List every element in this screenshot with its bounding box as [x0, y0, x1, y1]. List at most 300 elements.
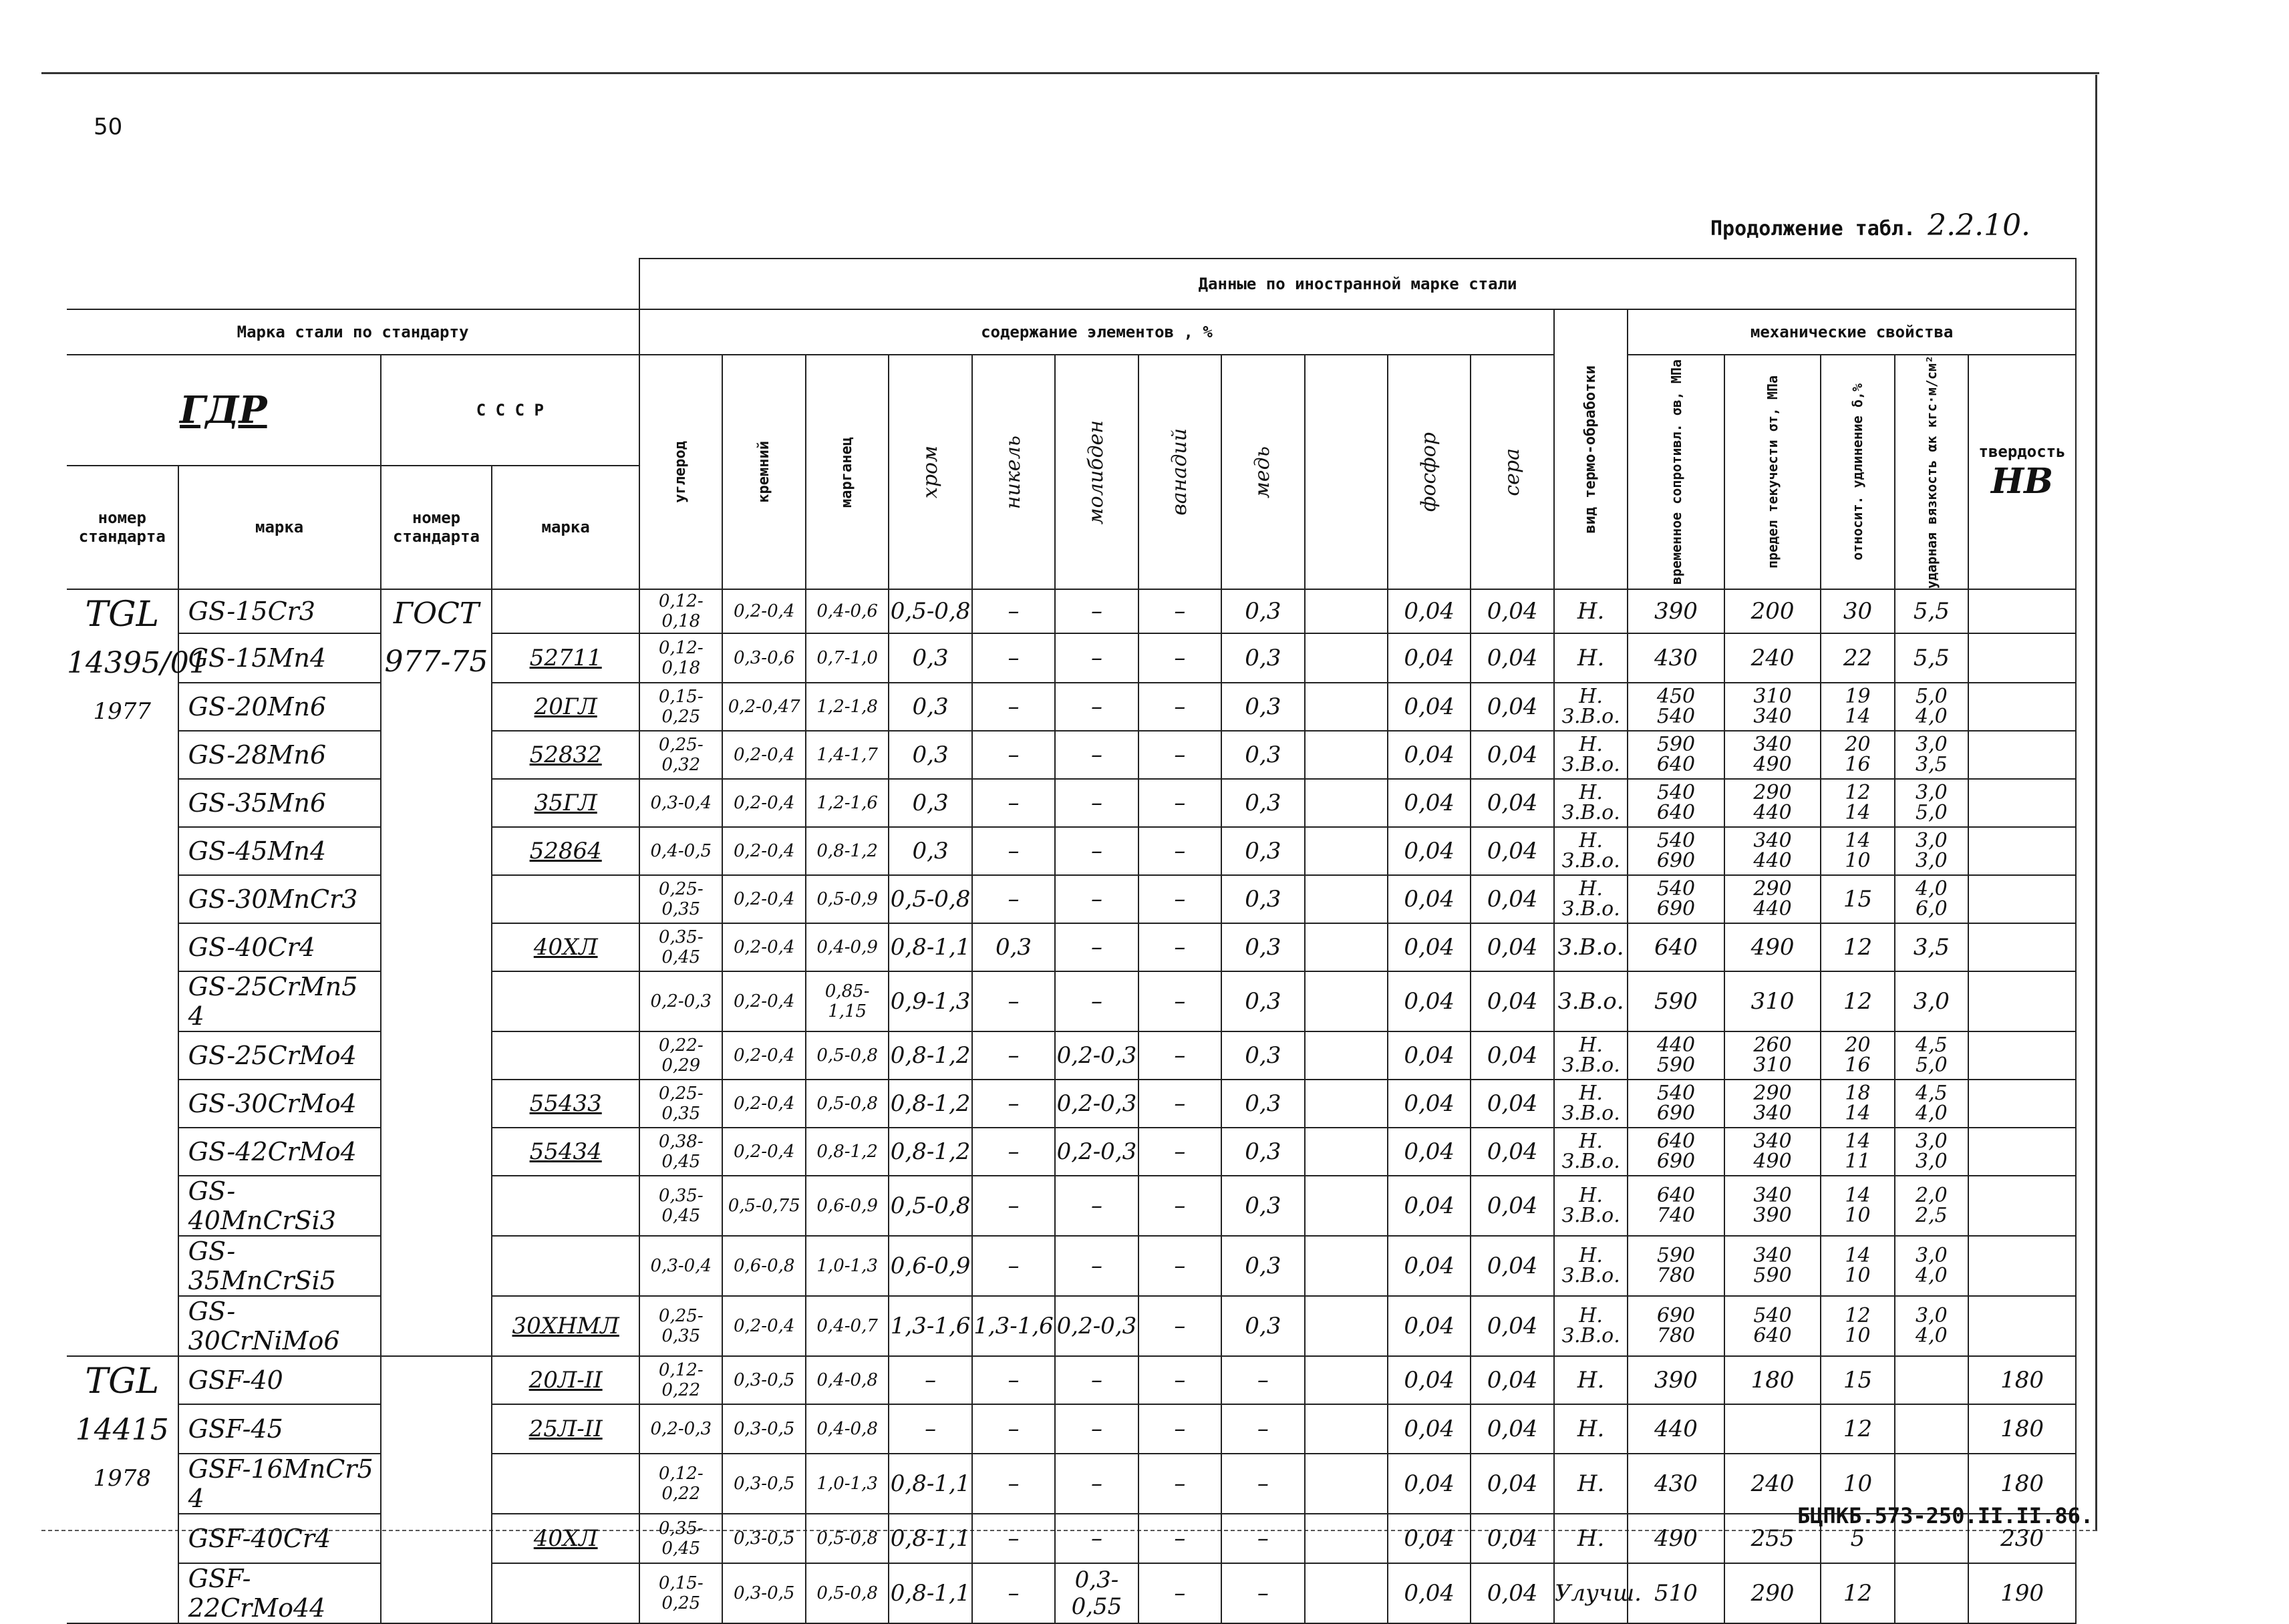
- col-molybdenum: молибден: [1055, 355, 1138, 589]
- blank-element: 0,04: [1388, 827, 1471, 875]
- carbon: 0,2-0,4: [722, 779, 805, 827]
- vanadium: 0,3: [1221, 1128, 1304, 1176]
- heat-treatment-line: 540: [1656, 1082, 1696, 1106]
- footer-document-code: БЦПКБ.573-250.II.II.86.: [1797, 1503, 2094, 1528]
- ussr-grade: 0,38-0,45: [639, 1128, 722, 1176]
- molybdenum: –: [1138, 683, 1221, 731]
- impact-toughness: 230: [1968, 1514, 2076, 1563]
- col-impact-toughness: ударная вязкость αк кгс·м/см²: [1895, 355, 1968, 589]
- elongation-line: 4,0: [1916, 705, 1948, 729]
- elongation: 5,5: [1895, 589, 1968, 633]
- yield-strength-line: 18: [1845, 1082, 1871, 1106]
- gdr-grade: GS-15Cr3: [178, 589, 381, 633]
- vanadium: 0,3: [1221, 827, 1304, 875]
- sulfur-line: Н.: [1579, 877, 1603, 901]
- heat-treatment: 430: [1628, 633, 1724, 683]
- molybdenum: –: [1138, 633, 1221, 683]
- gdr-grade: GS-35MnCrSi5: [178, 1236, 381, 1296]
- tensile-strength: [1724, 827, 1821, 875]
- blank-element: 0,04: [1388, 1236, 1471, 1296]
- elongation: 5,5: [1895, 633, 1968, 683]
- manganese: 0,8-1,2: [889, 1031, 971, 1080]
- molybdenum: –: [1138, 1514, 1221, 1563]
- yield-strength: [1821, 1080, 1894, 1128]
- col-copper: медь: [1221, 355, 1304, 589]
- vanadium: –: [1221, 1356, 1304, 1404]
- table-row: [67, 1176, 2076, 1236]
- nickel: –: [1055, 779, 1138, 827]
- gdr-grade: GS-30CrNiMo6: [178, 1296, 381, 1356]
- elongation: [1895, 1356, 1968, 1404]
- nickel: 0,2-0,3: [1055, 1296, 1138, 1356]
- elongation-line: 5,0: [1916, 1053, 1948, 1078]
- elongation-line: 3,0: [1916, 1150, 1948, 1174]
- manganese: –: [889, 1356, 971, 1404]
- phosphorus: 0,04: [1471, 779, 1553, 827]
- ussr-grade: 0,3-0,4: [639, 779, 722, 827]
- sulfur-line: З.В.о.: [1561, 1324, 1620, 1348]
- molybdenum: –: [1138, 1128, 1221, 1176]
- tensile-strength-line: 390: [1753, 1204, 1792, 1228]
- yield-strength: [1821, 1236, 1894, 1296]
- impact-toughness: [1968, 971, 2076, 1031]
- frame-right-border: [2095, 75, 2097, 1531]
- elongation: [1895, 875, 1968, 923]
- gdr-standard-line: TGL: [85, 595, 160, 635]
- table-row: [67, 589, 2076, 633]
- manganese: 0,3: [889, 731, 971, 779]
- yield-strength: [1821, 779, 1894, 827]
- silicon: 1,0-1,3: [806, 1454, 889, 1514]
- elongation-line: 5,0: [1916, 801, 1948, 825]
- molybdenum: –: [1138, 589, 1221, 633]
- yield-strength: 12: [1821, 923, 1894, 971]
- elongation-line: 6,0: [1916, 897, 1948, 921]
- copper: [1305, 1404, 1388, 1454]
- gdr-grade: GS-35Mn6: [178, 779, 381, 827]
- sulfur: [1554, 731, 1628, 779]
- manganese: 0,5-0,8: [889, 1176, 971, 1236]
- nickel: –: [1055, 875, 1138, 923]
- table-row: [67, 1080, 2076, 1128]
- blank-element: 0,04: [1388, 1080, 1471, 1128]
- heat-treatment: 440: [1628, 1404, 1724, 1454]
- gdr-standard-line: TGL: [85, 1361, 160, 1402]
- silicon: 0,6-0,9: [806, 1176, 889, 1236]
- yield-strength-line: 14: [1845, 1130, 1871, 1154]
- blank-element: 0,04: [1388, 633, 1471, 683]
- impact-toughness: [1968, 731, 2076, 779]
- foreign-grade: 25Л-II: [492, 1404, 639, 1454]
- tensile-strength-line: 440: [1753, 897, 1792, 921]
- blank-element: 0,04: [1388, 971, 1471, 1031]
- sulfur: [1554, 1296, 1628, 1356]
- heat-treatment: 490: [1628, 1514, 1724, 1563]
- table-row: [67, 923, 2076, 971]
- yield-strength: 12: [1821, 1404, 1894, 1454]
- tensile-strength-line: 340: [1753, 1130, 1792, 1154]
- copper: [1305, 971, 1388, 1031]
- copper: [1305, 1514, 1388, 1563]
- gdr-grade: GS-28Mn6: [178, 731, 381, 779]
- vanadium: 0,3: [1221, 971, 1304, 1031]
- heat-treatment-line: 540: [1656, 781, 1696, 805]
- heat-treatment: [1628, 1080, 1724, 1128]
- ussr-grade: 0,25-0,32: [639, 731, 722, 779]
- heat-treatment-line: 640: [1656, 801, 1696, 825]
- tensile-strength-line: 490: [1753, 1150, 1792, 1174]
- chromium: –: [972, 1031, 1055, 1080]
- phosphorus: 0,04: [1471, 1454, 1553, 1514]
- elongation: [1895, 1128, 1968, 1176]
- tensile-strength-line: 440: [1753, 801, 1792, 825]
- yield-strength-line: 10: [1845, 1264, 1871, 1288]
- carbon: 0,3-0,5: [722, 1563, 805, 1623]
- heat-treatment: [1628, 779, 1724, 827]
- foreign-grade: 30ХНМЛ: [492, 1296, 639, 1356]
- sulfur-line: Н.: [1579, 829, 1603, 853]
- elongation: [1895, 1031, 1968, 1080]
- header-mechanical-properties: механические свойства: [1628, 309, 2076, 355]
- phosphorus: 0,04: [1471, 589, 1553, 633]
- silicon: 0,4-0,8: [806, 1356, 889, 1404]
- ussr-standard-number: [381, 589, 492, 1356]
- frame-top-border: [41, 72, 2099, 74]
- foreign-grade: [492, 875, 639, 923]
- blank-element: 0,04: [1388, 1514, 1471, 1563]
- elongation-line: 4,0: [1916, 1324, 1948, 1348]
- tensile-strength-line: 310: [1753, 685, 1792, 709]
- sulfur-line: З.В.о.: [1561, 801, 1620, 825]
- elongation: 3,5: [1895, 923, 1968, 971]
- tensile-strength-line: 260: [1753, 1033, 1792, 1058]
- ussr-grade: 0,12-0,18: [639, 633, 722, 683]
- nickel: –: [1055, 971, 1138, 1031]
- gdr-standard-line: 1977: [93, 698, 152, 725]
- phosphorus: 0,04: [1471, 633, 1553, 683]
- phosphorus: 0,04: [1471, 1514, 1553, 1563]
- tensile-strength-line: 640: [1753, 1324, 1792, 1348]
- table-row: [67, 1563, 2076, 1623]
- header-blank: [67, 259, 639, 309]
- sulfur: Н.: [1554, 633, 1628, 683]
- chromium: –: [972, 875, 1055, 923]
- heat-treatment-line: 640: [1656, 753, 1696, 777]
- copper: [1305, 633, 1388, 683]
- nickel: 0,2-0,3: [1055, 1080, 1138, 1128]
- ussr-grade: 0,25-0,35: [639, 875, 722, 923]
- elongation: 3,0: [1895, 971, 1968, 1031]
- carbon: 0,2-0,4: [722, 1031, 805, 1080]
- tensile-strength: [1724, 1236, 1821, 1296]
- sulfur-line: З.В.о.: [1561, 849, 1620, 873]
- heat-treatment-line: 690: [1656, 897, 1696, 921]
- elongation: [1895, 779, 1968, 827]
- tensile-strength: [1724, 731, 1821, 779]
- elongation: [1895, 683, 1968, 731]
- vanadium: 0,3: [1221, 1296, 1304, 1356]
- yield-strength-line: 19: [1845, 685, 1871, 709]
- chromium: –: [972, 1080, 1055, 1128]
- impact-toughness: [1968, 589, 2076, 633]
- carbon: 0,2-0,4: [722, 827, 805, 875]
- gdr-standard-number: [67, 1356, 178, 1623]
- heat-treatment-line: 780: [1656, 1264, 1696, 1288]
- yield-strength: 12: [1821, 971, 1894, 1031]
- silicon: 0,5-0,9: [806, 875, 889, 923]
- vanadium: –: [1221, 1404, 1304, 1454]
- heat-treatment-line: 690: [1656, 1304, 1696, 1328]
- table-row: [67, 827, 2076, 875]
- vanadium: –: [1221, 1514, 1304, 1563]
- foreign-grade: [492, 1176, 639, 1236]
- heat-treatment: [1628, 827, 1724, 875]
- nickel: 0,2-0,3: [1055, 1031, 1138, 1080]
- yield-strength-line: 14: [1845, 705, 1871, 729]
- molybdenum: –: [1138, 731, 1221, 779]
- gdr-standard-line: 14395/01: [67, 646, 208, 681]
- chromium: –: [972, 731, 1055, 779]
- sulfur: Улучш.: [1554, 1563, 1628, 1623]
- copper: [1305, 827, 1388, 875]
- ussr-grade: 0,35-0,45: [639, 1514, 722, 1563]
- tensile-strength-line: 340: [1753, 733, 1792, 757]
- phosphorus: 0,04: [1471, 683, 1553, 731]
- nickel: –: [1055, 1404, 1138, 1454]
- phosphorus: 0,04: [1471, 923, 1553, 971]
- vanadium: 0,3: [1221, 683, 1304, 731]
- manganese: 0,8-1,2: [889, 1080, 971, 1128]
- table-row: [67, 1514, 2076, 1563]
- manganese: 0,5-0,8: [889, 589, 971, 633]
- heat-treatment-line: 450: [1656, 685, 1696, 709]
- yield-strength-line: 20: [1845, 733, 1871, 757]
- sulfur-line: Н.: [1579, 781, 1603, 805]
- yield-strength-line: 16: [1845, 1053, 1871, 1078]
- manganese: 0,8-1,1: [889, 1454, 971, 1514]
- carbon: 0,2-0,47: [722, 683, 805, 731]
- yield-strength-line: 11: [1845, 1150, 1871, 1174]
- table-row: [67, 1296, 2076, 1356]
- heat-treatment: [1628, 1128, 1724, 1176]
- vanadium: 0,3: [1221, 1236, 1304, 1296]
- col-gdr-std-number: номер стандарта: [67, 466, 178, 589]
- tensile-strength: 490: [1724, 923, 1821, 971]
- ussr-grade: 0,15-0,25: [639, 683, 722, 731]
- molybdenum: –: [1138, 1080, 1221, 1128]
- impact-toughness: [1968, 875, 2076, 923]
- manganese: 0,8-1,1: [889, 1514, 971, 1563]
- yield-strength-line: 14: [1845, 1244, 1871, 1268]
- copper: [1305, 1080, 1388, 1128]
- carbon: 0,3-0,5: [722, 1514, 805, 1563]
- ussr-grade: 0,2-0,3: [639, 971, 722, 1031]
- nickel: 0,3-0,55: [1055, 1563, 1138, 1623]
- header-gdr: ГДР: [67, 355, 381, 466]
- phosphorus: 0,04: [1471, 1236, 1553, 1296]
- manganese: –: [889, 1404, 971, 1454]
- ussr-standard-line: 977-75: [384, 645, 488, 679]
- foreign-grade: 55433: [492, 1080, 639, 1128]
- heat-treatment: [1628, 683, 1724, 731]
- manganese: 0,5-0,8: [889, 875, 971, 923]
- molybdenum: –: [1138, 827, 1221, 875]
- phosphorus: 0,04: [1471, 1031, 1553, 1080]
- sulfur: Н.: [1554, 1404, 1628, 1454]
- foreign-grade: 20Л-II: [492, 1356, 639, 1404]
- tensile-strength-line: 340: [1753, 705, 1792, 729]
- silicon: 1,4-1,7: [806, 731, 889, 779]
- foreign-grade: [492, 1454, 639, 1514]
- blank-element: 0,04: [1388, 1128, 1471, 1176]
- sulfur-line: Н.: [1579, 1130, 1603, 1154]
- sulfur-line: З.В.о.: [1561, 753, 1620, 777]
- sulfur: [1554, 1080, 1628, 1128]
- molybdenum: –: [1138, 779, 1221, 827]
- chromium: –: [972, 1356, 1055, 1404]
- vanadium: 0,3: [1221, 731, 1304, 779]
- gdr-grade: GS-40Cr4: [178, 923, 381, 971]
- blank-element: 0,04: [1388, 1356, 1471, 1404]
- col-carbon: углерод: [639, 355, 722, 589]
- tensile-strength-line: 540: [1753, 1304, 1792, 1328]
- sulfur-line: З.В.о.: [1561, 1204, 1620, 1228]
- silicon: 0,5-0,8: [806, 1080, 889, 1128]
- ussr-standard-number: [381, 1356, 492, 1623]
- table-row: [67, 875, 2076, 923]
- manganese: 0,8-1,1: [889, 923, 971, 971]
- sulfur: [1554, 875, 1628, 923]
- col-elongation: относит. удлинение δ,%: [1821, 355, 1894, 589]
- sulfur-line: Н.: [1579, 1184, 1603, 1208]
- sulfur-line: Н.: [1579, 733, 1603, 757]
- col-manganese: марганец: [806, 355, 889, 589]
- chromium: –: [972, 1128, 1055, 1176]
- foreign-grade: [492, 971, 639, 1031]
- copper: [1305, 589, 1388, 633]
- sulfur-line: З.В.о.: [1561, 1053, 1620, 1078]
- silicon: 0,4-0,7: [806, 1296, 889, 1356]
- tensile-strength-line: 590: [1753, 1264, 1792, 1288]
- elongation: [1895, 1080, 1968, 1128]
- nickel: –: [1055, 827, 1138, 875]
- tensile-strength: [1724, 1080, 1821, 1128]
- yield-strength: [1821, 731, 1894, 779]
- blank-element: 0,04: [1388, 1296, 1471, 1356]
- impact-toughness: 180: [1968, 1454, 2076, 1514]
- table-row: [67, 683, 2076, 731]
- header-ussr: С С С Р: [381, 355, 639, 466]
- yield-strength-line: 20: [1845, 1033, 1871, 1058]
- tensile-strength-line: 490: [1753, 753, 1792, 777]
- elongation-line: 3,0: [1916, 781, 1948, 805]
- yield-strength: 12: [1821, 1563, 1894, 1623]
- molybdenum: –: [1138, 1356, 1221, 1404]
- nickel: –: [1055, 683, 1138, 731]
- impact-toughness: [1968, 633, 2076, 683]
- molybdenum: –: [1138, 1296, 1221, 1356]
- heat-treatment-line: 780: [1656, 1324, 1696, 1348]
- ussr-grade: 0,4-0,5: [639, 827, 722, 875]
- copper: [1305, 1031, 1388, 1080]
- yield-strength-line: 14: [1845, 801, 1871, 825]
- gdr-grade: GS-25CrMo4: [178, 1031, 381, 1080]
- nickel: –: [1055, 1176, 1138, 1236]
- gdr-standard-line: 1978: [93, 1465, 152, 1492]
- nickel: –: [1055, 1356, 1138, 1404]
- heat-treatment-line: 690: [1656, 1102, 1696, 1126]
- copper: [1305, 1563, 1388, 1623]
- elongation-line: 3,0: [1916, 733, 1948, 757]
- impact-toughness: [1968, 779, 2076, 827]
- chromium: –: [972, 589, 1055, 633]
- heat-treatment-line: 740: [1656, 1204, 1696, 1228]
- carbon: 0,2-0,4: [722, 971, 805, 1031]
- sulfur: Н.: [1554, 1356, 1628, 1404]
- vanadium: 0,3: [1221, 1176, 1304, 1236]
- elongation: [1895, 827, 1968, 875]
- gdr-grade: GS-25CrMn5 4: [178, 971, 381, 1031]
- col-hardness: [1968, 355, 2076, 589]
- vanadium: 0,3: [1221, 589, 1304, 633]
- page-number: 50: [94, 114, 123, 140]
- yield-strength-line: 10: [1845, 1324, 1871, 1348]
- phosphorus: 0,04: [1471, 1176, 1553, 1236]
- molybdenum: –: [1138, 1563, 1221, 1623]
- yield-strength: [1821, 1128, 1894, 1176]
- col-chromium: хром: [889, 355, 971, 589]
- foreign-grade: 52711: [492, 633, 639, 683]
- tensile-strength: [1724, 1128, 1821, 1176]
- phosphorus: 0,04: [1471, 1563, 1553, 1623]
- elongation-line: 3,0: [1916, 849, 1948, 873]
- sulfur-line: Н.: [1579, 1033, 1603, 1058]
- elongation-line: 3,0: [1916, 829, 1948, 853]
- blank-element: 0,04: [1388, 1454, 1471, 1514]
- tensile-strength: [1724, 683, 1821, 731]
- heat-treatment: 430: [1628, 1454, 1724, 1514]
- sulfur-line: Н.: [1579, 685, 1603, 709]
- heat-treatment: [1628, 875, 1724, 923]
- ussr-standard-line: ГОСТ: [393, 597, 480, 631]
- elongation-line: 3,0: [1916, 1244, 1948, 1268]
- sulfur: [1554, 683, 1628, 731]
- sulfur-line: Н.: [1579, 1304, 1603, 1328]
- gdr-grade: GS-42CrMo4: [178, 1128, 381, 1176]
- sulfur-line: З.В.о.: [1561, 1264, 1620, 1288]
- ussr-grade: 0,12-0,22: [639, 1454, 722, 1514]
- sulfur: З.В.о.: [1554, 971, 1628, 1031]
- sulfur: [1554, 1031, 1628, 1080]
- vanadium: –: [1221, 1563, 1304, 1623]
- vanadium: 0,3: [1221, 923, 1304, 971]
- col-sulfur: сера: [1471, 355, 1553, 589]
- gdr-grade: GSF-40Cr4: [178, 1514, 381, 1563]
- carbon: 0,2-0,4: [722, 589, 805, 633]
- carbon: 0,3-0,5: [722, 1356, 805, 1404]
- gdr-grade: GS-15Mn4: [178, 633, 381, 683]
- copper: [1305, 731, 1388, 779]
- tensile-strength: [1724, 1404, 1821, 1454]
- ussr-grade: 0,2-0,3: [639, 1404, 722, 1454]
- molybdenum: –: [1138, 1176, 1221, 1236]
- tensile-strength: 240: [1724, 633, 1821, 683]
- blank-element: 0,04: [1388, 923, 1471, 971]
- sulfur-line: З.В.о.: [1561, 705, 1620, 729]
- gdr-grade: GS-45Mn4: [178, 827, 381, 875]
- sulfur-line: З.В.о.: [1561, 897, 1620, 921]
- chromium: –: [972, 1236, 1055, 1296]
